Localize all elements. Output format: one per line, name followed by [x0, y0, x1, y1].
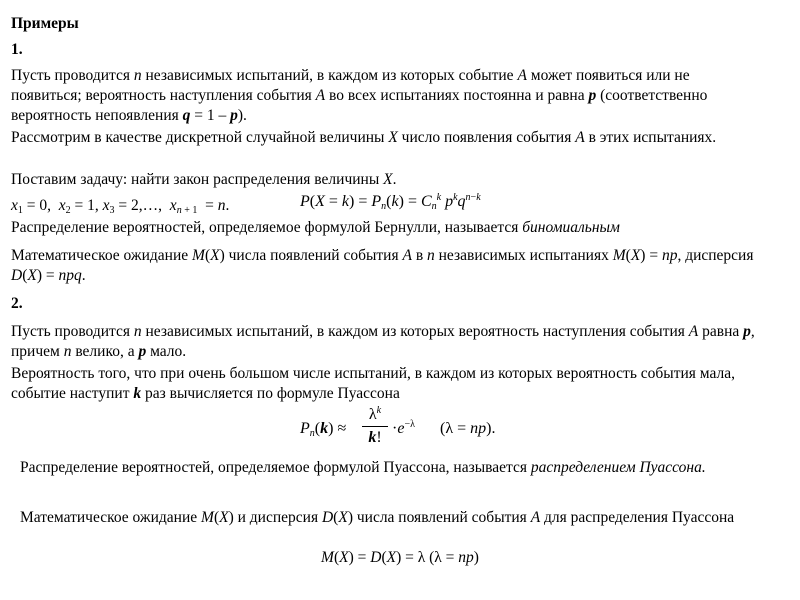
bernoulli-formula: $P(X = k) = P_n(k) = C_n^k$ $p^kq^{n-k}$	[300, 192, 481, 212]
section-2-paragraph-4: Математическое ожидание M(X) и дисперсия D(X) числа появлений события A для распределения Пуассона	[20, 509, 735, 526]
page-title: Примеры	[11, 15, 79, 32]
section-2-number: 2.	[11, 295, 23, 312]
section-2-paragraph-1: Пусть проводится n независимых испытаний, в каждом из которых вероятность наступления события A равна p, причем n велико, а p мало.	[11, 323, 755, 360]
section-1-number: 1.	[11, 41, 23, 58]
poisson-moments-formula: M(X) = D(X) = λ (λ = np)	[321, 549, 479, 566]
section-1-paragraph-5: Математическое ожидание M(X) числа появлений события A в n независимых испытаниях M(X) = np, дисперсия D(X) = npq.	[11, 247, 754, 284]
section-1-paragraph-1: Пусть проводится n независимых испытаний, в каждом из которых событие A может появиться или не появиться; вероятность наступления события A во всех испытаниях постоянна и равна p (соответственно вероятность непоявления q = 1 – p).	[11, 67, 708, 124]
section-2-paragraph-2: Вероятность того, что при очень большом числе испытаний, в каждом из которых вероятность события мала, событие наступит k раз вычисляется по формуле Пуассона	[11, 365, 735, 402]
section-1-paragraph-2: Рассмотрим в качестве дискретной случайной величины X число появления события A в этих испытаниях.	[11, 129, 717, 146]
section-1-paragraph-4: Распределение вероятностей, определяемое формулой Бернулли, называется биномиальным	[11, 219, 620, 236]
section-2-paragraph-3: Распределение вероятностей, определяемое формулой Пуассона, называется распределением Пуассона.	[20, 459, 706, 476]
x-values-line: $x_1 = 0$, $x_2 = 1$, $x_3$ = 2,…, $x_{n + 1} = n$.	[11, 197, 230, 216]
section-1-paragraph-3: Поставим задачу: найти закон распределения величины X.	[11, 171, 397, 188]
poisson-formula: $P_n(k)$ ≈ $\frac{\lambda^k}{k!}$ $\cdot e^{-\lambda}$ (λ = np).	[300, 405, 496, 446]
